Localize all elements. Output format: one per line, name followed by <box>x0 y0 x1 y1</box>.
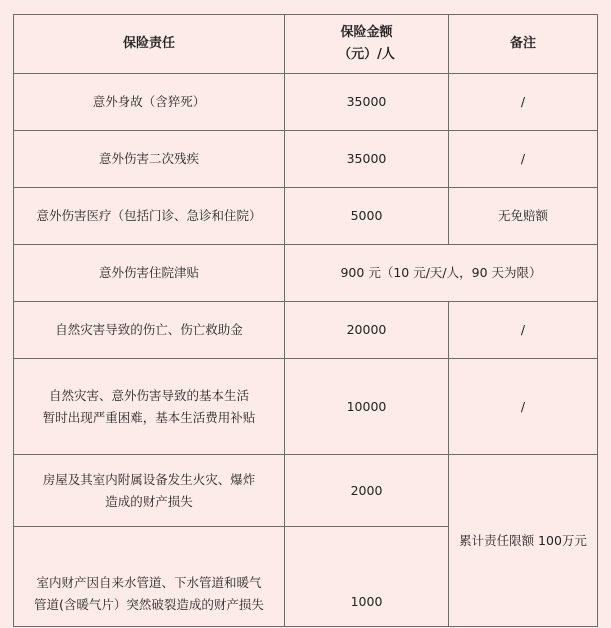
amount-cell: 10000 <box>285 359 449 455</box>
liability-line: 自然灾害、意外伤害导致的基本生活 <box>48 387 249 403</box>
amount-cell: 20000 <box>285 302 449 359</box>
table-row <box>14 245 598 302</box>
liability-cell: 意外伤害住院津贴 <box>14 245 285 302</box>
header-liability: 保险责任 <box>14 15 285 74</box>
remark-cell: / <box>449 359 598 455</box>
liability-line: 造成的财产损失 <box>105 493 193 509</box>
amount-cell: 5000 <box>285 188 449 245</box>
amount-cell: 35000 <box>285 74 449 131</box>
liability-line: 房屋及其室内附属设备发生火灾、爆炸 <box>42 471 256 487</box>
table-row <box>14 131 598 188</box>
header-amount-line2: （元）/人 <box>338 47 395 62</box>
remark-cell: / <box>449 74 598 131</box>
liability-cell: 意外伤害二次残疾 <box>14 131 285 188</box>
header-row <box>14 15 598 74</box>
liability-line: 室内财产因自来水管道、下水管道和暖气 <box>36 575 262 590</box>
liability-cell: 意外伤害医疗（包括门诊、急诊和住院） <box>14 188 285 245</box>
liability-cell <box>14 359 285 455</box>
shared-remark-cell: 累计责任限额 100万元 <box>449 455 598 627</box>
merged-amount-remark-cell: 900 元（10 元/天/人，90 天为限） <box>285 245 598 302</box>
amount-cell: 35000 <box>285 131 449 188</box>
liability-line: 暂时出现严重困难，基本生活费用补贴 <box>42 409 256 425</box>
table-row <box>14 302 598 359</box>
remark-cell: 无免赔额 <box>449 188 598 245</box>
table-row <box>14 455 598 527</box>
table-row <box>14 359 598 455</box>
header-remarks: 备注 <box>449 15 598 74</box>
amount-cell: 2000 <box>285 455 449 527</box>
header-amount <box>285 15 449 74</box>
table-row <box>14 74 598 131</box>
liability-cell: 自然灾害导致的伤亡、伤亡救助金 <box>14 302 285 359</box>
remark-cell: / <box>449 131 598 188</box>
amount-cell: 1000 <box>285 527 449 627</box>
remark-cell: / <box>449 302 598 359</box>
liability-cell <box>14 527 285 627</box>
header-amount-line1: 保险金额 <box>340 25 393 40</box>
insurance-liability-table <box>13 14 598 627</box>
liability-cell <box>14 455 285 527</box>
liability-cell: 意外身故（含猝死） <box>14 74 285 131</box>
table-row <box>14 188 598 245</box>
liability-line: 管道(含暖气片）突然破裂造成的财产损失 <box>34 597 264 612</box>
